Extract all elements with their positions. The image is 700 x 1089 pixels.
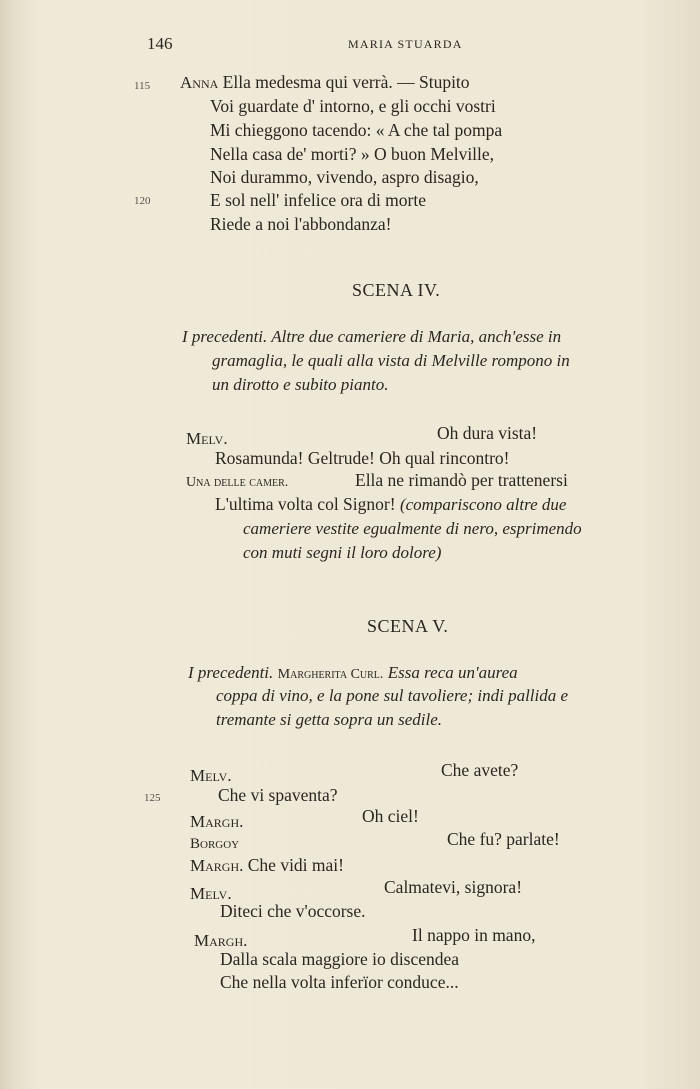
verse-line: Oh ciel! bbox=[362, 806, 419, 826]
stage-direction: con muti segni il loro dolore) bbox=[243, 543, 442, 562]
scene-heading: SCENA IV. bbox=[352, 280, 441, 300]
verse-line: Oh dura vista! bbox=[437, 423, 538, 443]
speaker-name: Margh. bbox=[190, 856, 244, 875]
line-number: 125 bbox=[144, 792, 161, 804]
stage-direction-text: Essa reca un'aurea bbox=[387, 663, 518, 682]
stage-direction: (compariscono altre due bbox=[399, 495, 567, 514]
speaker-name: Margh. bbox=[194, 931, 248, 950]
page-number: 146 bbox=[147, 34, 173, 53]
verse-line: E sol nell' infelice ora di morte bbox=[210, 190, 426, 210]
verse-line: Il nappo in mano, bbox=[412, 925, 536, 945]
verse-text: Che vidi mai! bbox=[247, 855, 344, 875]
verse-line: Che fu? parlate! bbox=[447, 829, 560, 849]
speaker-name: Borgoy bbox=[190, 836, 240, 852]
verse-line: Diteci che v'occorse. bbox=[220, 901, 366, 921]
speaker-name: Melv. bbox=[190, 884, 232, 903]
verse-line: Che avete? bbox=[441, 760, 519, 780]
verse-line bbox=[180, 72, 470, 93]
verse-line: Mi chieggono tacendo: « A che tal pompa bbox=[210, 120, 503, 140]
verse-line: Che vi spaventa? bbox=[218, 785, 338, 805]
stage-direction-text: I precedenti. bbox=[188, 663, 274, 682]
speaker-name: Una delle camer. bbox=[186, 475, 289, 490]
line-number: 120 bbox=[134, 195, 151, 207]
verse-line: Calmatevi, signora! bbox=[384, 877, 523, 897]
character-name: Margherita Curl. bbox=[277, 667, 384, 682]
verse-text: Ella medesma qui verrà. — Stupito bbox=[222, 72, 470, 92]
verse-line bbox=[215, 494, 566, 515]
verse-line bbox=[190, 855, 344, 876]
speaker-name: Melv. bbox=[186, 429, 228, 448]
verse-line: Ella ne rimandò per trattenersi bbox=[355, 470, 568, 490]
stage-direction: gramaglia, le quali alla vista di Melville rompono in bbox=[212, 351, 570, 370]
verse-text: L'ultima volta col Signor! bbox=[215, 494, 396, 514]
verse-line: Dalla scala maggiore io discendea bbox=[220, 949, 460, 969]
verse-line: Che nella volta inferïor conduce... bbox=[220, 972, 459, 992]
running-title: MARIA STUARDA bbox=[348, 37, 463, 51]
stage-direction: tremante si getta sopra un sedile. bbox=[216, 710, 443, 729]
verse-line: Voi guardate d' intorno, e gli occhi vostri bbox=[210, 96, 496, 116]
stage-direction: coppa di vino, e la pone sul tavoliere; indi pallida e bbox=[216, 686, 569, 705]
speaker-name: Anna bbox=[180, 73, 219, 92]
stage-direction: cameriere vestite egualmente di nero, esprimendo bbox=[243, 519, 582, 538]
stage-direction bbox=[188, 662, 518, 683]
verse-line: Rosamunda! Geltrude! Oh qual rincontro! bbox=[215, 448, 510, 468]
verse-line: Nella casa de' morti? » O buon Melville, bbox=[210, 144, 495, 164]
stage-direction: I precedenti. Altre due cameriere di Maria, anch'esse in bbox=[182, 327, 562, 346]
line-number: 115 bbox=[134, 80, 151, 92]
verse-line: Noi durammo, vivendo, aspro disagio, bbox=[210, 167, 479, 187]
scene-heading: SCENA V. bbox=[367, 616, 449, 636]
stage-direction: un dirotto e subito pianto. bbox=[212, 375, 389, 394]
verse-line: Riede a noi l'abbondanza! bbox=[210, 214, 392, 234]
speaker-name: Margh. bbox=[190, 812, 244, 831]
speaker-name: Melv. bbox=[190, 766, 232, 785]
